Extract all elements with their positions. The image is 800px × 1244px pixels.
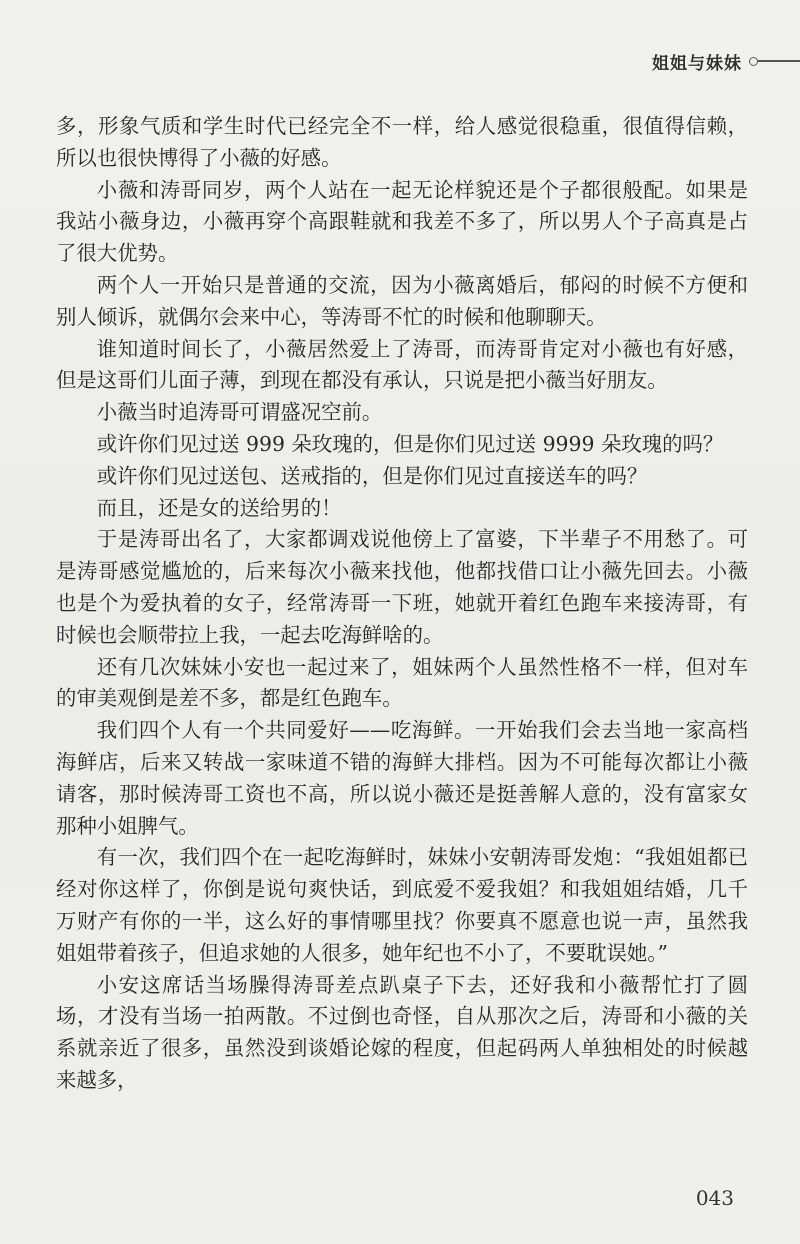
paragraph: 两个人一开始只是普通的交流，因为小薇离婚后，郁闷的时候不方便和别人倾诉，就偶尔会来中心，等涛哥不忙的时候和他聊聊天。 (56, 272, 748, 329)
paragraph: 小薇当时追涛哥可谓盛况空前。 (96, 400, 383, 425)
body-text (56, 111, 748, 1097)
paragraph: 我们四个人有一个共同爱好——吃海鲜。一开始我们会去当地一家高档海鲜店，后来又转战一家味道不错的海鲜大排档。因为不可能每次都让小薇请客，那时候涛哥工资也不高，所以说小薇还是挺善解人意的，没有富家女那种小姐脾气。 (56, 718, 748, 838)
chapter-title: 姐姐与妹妹 (652, 53, 742, 74)
paragraph: 小安这席话当场臊得涛哥差点趴桌子下去，还好我和小薇帮忙打了圆场，才没有当场一拍两散。不过倒也奇怪，自从那次之后，涛哥和小薇的关系就亲近了很多，虽然没到谈婚论嫁的程度，但起码两人单独相处的时候越来越多， (56, 972, 748, 1092)
paragraph: 或许你们见过送包、送戒指的，但是你们见过直接送车的吗？ (96, 463, 648, 488)
paragraph: 而且，还是女的送给男的！ (96, 495, 342, 520)
page-number: 043 (695, 1186, 734, 1210)
paragraph: 谁知道时间长了，小薇居然爱上了涛哥，而涛哥肯定对小薇也有好感，但是这哥们儿面子薄，到现在都没有承认，只说是把小薇当好朋友。 (56, 336, 748, 393)
paragraph: 有一次，我们四个在一起吃海鲜时，妹妹小安朝涛哥发炮：“我姐姐都已经对你这样了，你倒是说句爽快话，到底爱不爱我姐？和我姐姐结婚，几千万财产有你的一半，这么好的事情哪里找？你要真不愿意也说一声，虽然我姐姐带着孩子，但追求她的人很多，她年纪也不小了，不要耽误她。” (56, 845, 748, 965)
running-header (652, 46, 800, 76)
paragraph: 还有几次妹妹小安也一起过来了，姐妹两个人虽然性格不一样，但对车的审美观倒是差不多，都是红色跑车。 (56, 654, 748, 711)
header-circle-ornament (749, 57, 758, 66)
paragraph: 于是涛哥出名了，大家都调戏说他傍上了富婆，下半辈子不用愁了。可是涛哥感觉尴尬的，后来每次小薇来找他，他都找借口让小薇先回去。小薇也是个为爱执着的女子，经常涛哥一下班，她就开着红色跑车来接涛哥，有时候也会顺带拉上我，一起去吃海鲜啥的。 (56, 527, 748, 647)
paragraph: 或许你们见过送 999 朵玫瑰的，但是你们见过送 9999 朵玫瑰的吗？ (96, 431, 724, 456)
paragraph: 多，形象气质和学生时代已经完全不一样，给人感觉很稳重，很值得信赖，所以也很快博得了小薇的好感。 (56, 114, 748, 170)
header-rule (758, 60, 800, 62)
paragraph: 小薇和涛哥同岁，两个人站在一起无论样貌还是个子都很般配。如果是我站小薇身边，小薇再穿个高跟鞋就和我差不多了，所以男人个子高真是占了很大优势。 (56, 177, 748, 266)
